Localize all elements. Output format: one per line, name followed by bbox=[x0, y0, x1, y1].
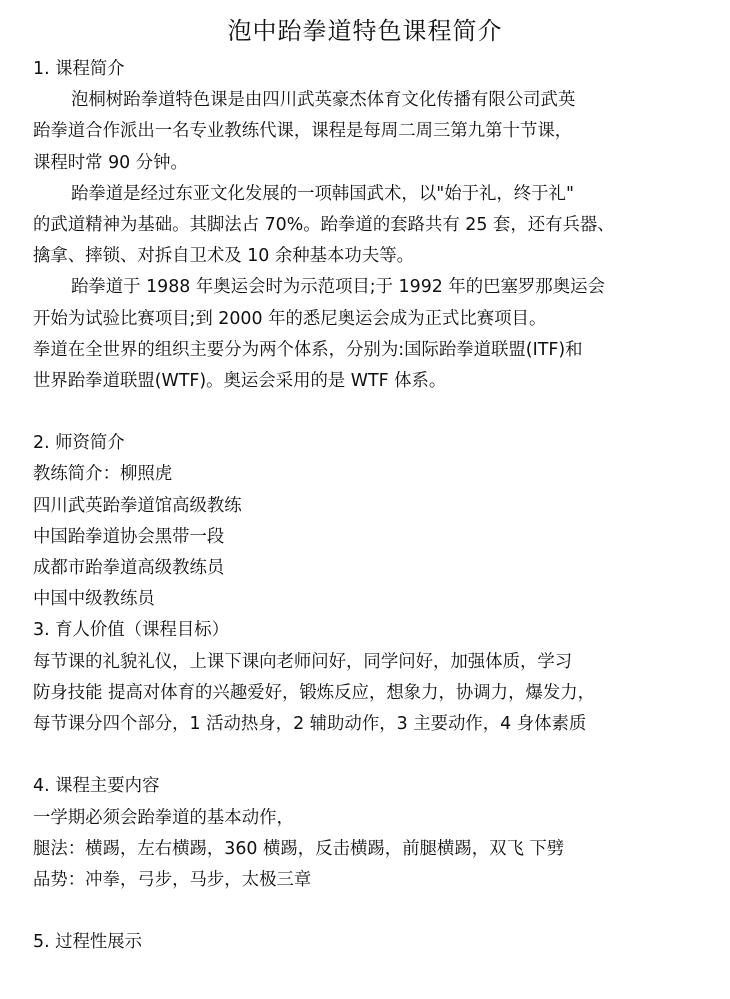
paragraph-line: 跆拳道合作派出一名专业教练代课，课程是每周二周三第九第十节课， bbox=[33, 121, 573, 142]
paragraph-line: 世界跆拳道联盟(WTF)。奥运会采用的是 WTF 体系。 bbox=[33, 370, 447, 391]
document-body bbox=[33, 54, 653, 958]
section-heading-main-content: 4. 课程主要内容 bbox=[33, 776, 160, 797]
teacher-info-line: 中国跆拳道协会黑带一段 bbox=[33, 526, 225, 547]
teacher-info-line: 教练简介：柳照虎 bbox=[33, 464, 173, 485]
blank-line bbox=[33, 397, 653, 428]
paragraph-line: 跆拳道是经过东亚文化发展的一项韩国武术，以"始于礼，终于礼" bbox=[71, 183, 574, 204]
paragraph-line: 跆拳道于 1988 年奥运会时为示范项目;于 1992 年的巴塞罗那奥运会 bbox=[71, 277, 605, 298]
teacher-info-line: 中国中级教练员 bbox=[33, 589, 155, 610]
document-title: 泡中跆拳道特色课程简介 bbox=[227, 17, 503, 45]
paragraph-line: 腿法：横踢，左右横踢，360 横踢，反击横踢，前腿横踢，双飞 下劈 bbox=[33, 838, 565, 859]
blank-line bbox=[33, 896, 653, 927]
section-heading-teacher-intro: 2. 师资简介 bbox=[33, 433, 125, 454]
section-heading-education-value: 3. 育人价值（课程目标） bbox=[33, 620, 230, 641]
paragraph-line: 拳道在全世界的组织主要分为两个体系，分别为:国际跆拳道联盟(ITF)和 bbox=[33, 339, 583, 360]
paragraph-line: 每节课的礼貌礼仪，上课下课向老师问好，同学问好，加强体质，学习 bbox=[33, 651, 573, 672]
section-heading-process-display: 5. 过程性展示 bbox=[33, 932, 143, 953]
paragraph-line: 每节课分四个部分，1 活动热身，2 辅助动作，3 主要动作，4 身体素质 bbox=[33, 713, 587, 734]
blank-line bbox=[33, 740, 653, 771]
teacher-info-line: 四川武英跆拳道馆高级教练 bbox=[33, 495, 242, 516]
paragraph-line: 一学期必须会跆拳道的基本动作， bbox=[33, 807, 294, 828]
paragraph-line: 擒拿、摔锁、对拆自卫术及 10 余种基本功夫等。 bbox=[33, 246, 414, 267]
section-heading-course-intro: 1. 课程简介 bbox=[33, 59, 125, 79]
paragraph-line: 泡桐树跆拳道特色课是由四川武英豪杰体育文化传播有限公司武英 bbox=[71, 90, 576, 111]
paragraph-line: 的武道精神为基础。其脚法占 70%。跆拳道的套路共有 25 套，还有兵器、 bbox=[33, 214, 615, 235]
paragraph-line: 防身技能 提高对体育的兴趣爱好，锻炼反应，想象力，协调力，爆发力， bbox=[33, 682, 596, 703]
paragraph-line: 开始为试验比赛项目;到 2000 年的悉尼奥运会成为正式比赛项目。 bbox=[33, 308, 547, 329]
teacher-info-line: 成都市跆拳道高级教练员 bbox=[33, 558, 225, 578]
paragraph-line: 课程时常 90 分钟。 bbox=[33, 152, 188, 173]
paragraph-line: 品势：冲拳，弓步，马步，太极三章 bbox=[33, 869, 312, 890]
